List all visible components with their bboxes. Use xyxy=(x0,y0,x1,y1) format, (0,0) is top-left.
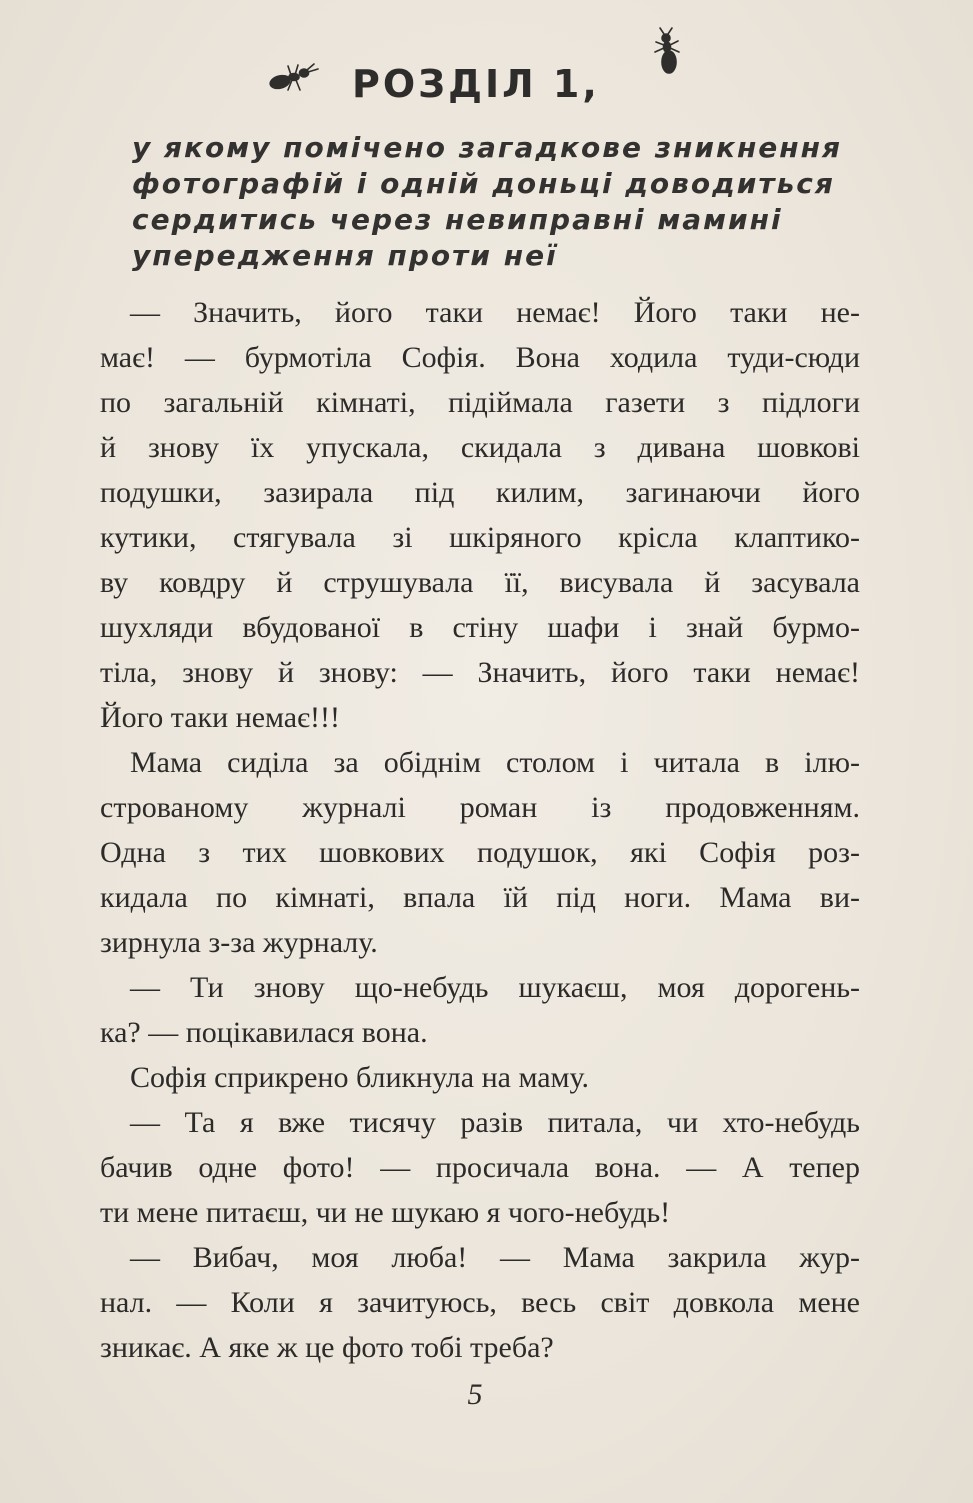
ant-icon xyxy=(266,60,322,96)
body-text xyxy=(100,290,860,1370)
text-line: й знову їх упускала, скидала з дивана шовкові xyxy=(100,431,860,464)
text-line: Одна з тих шовкових подушок, які Софія роз- xyxy=(100,836,860,869)
text-line: кутики, стягувала зі шкіряного крісла клаптико- xyxy=(100,521,860,554)
text-line: — Значить, його таки немає! Його таки не- xyxy=(130,296,860,329)
subtitle-line: сердитись через невиправні мамині xyxy=(132,203,783,236)
text-line: шухляди вбудованої в стіну шафи і знай бурмо- xyxy=(100,611,860,644)
text-line: подушки, зазирала під килим, загинаючи його xyxy=(100,476,860,509)
text-line: Його таки немає!!! xyxy=(100,701,340,734)
text-line: ву ковдру й струшувала її, висувала й засувала xyxy=(100,566,860,599)
text-line: — Ти знову що-небудь шукаєш, моя дорогень- xyxy=(130,971,860,1004)
text-line: Мама сиділа за обіднім столом і читала в ілю- xyxy=(130,746,860,779)
subtitle-line: у якому помічено загадкове зникнення xyxy=(132,131,842,164)
text-line: строваному журналі роман із продовженням. xyxy=(100,791,860,824)
text-line: — Та я вже тисячу разів питала, чи хто-небудь xyxy=(130,1106,860,1139)
chapter-title: РОЗДІЛ 1, xyxy=(352,62,600,106)
text-line: Софія сприкрено бликнула на маму. xyxy=(130,1061,590,1094)
text-line: — Вибач, моя люба! — Мама закрила жур- xyxy=(130,1241,860,1274)
text-line: по загальній кімнаті, підіймала газети з підлоги xyxy=(100,386,860,419)
text-line: бачив одне фото! — просичала вона. — А тепер xyxy=(100,1151,860,1184)
text-line: має! — бурмотіла Софія. Вона ходила туди-сюди xyxy=(100,341,860,374)
chapter-subtitle xyxy=(132,130,862,274)
text-line: тіла, знову й знову: — Значить, його таки немає! xyxy=(100,656,860,689)
text-line: кидала по кімнаті, впала їй під ноги. Мама ви- xyxy=(100,881,860,914)
text-line: ти мене питаєш, чи не шукаю я чого-небудь! xyxy=(100,1196,671,1229)
text-line: ка? — поцікавилася вона. xyxy=(100,1016,428,1049)
text-line: зирнула з-за журналу. xyxy=(100,926,378,959)
page-number: 5 xyxy=(467,1378,483,1411)
text-line: зникає. А яке ж це фото тобі треба? xyxy=(100,1331,554,1364)
text-line: нал. — Коли я зачитуюсь, весь світ довкола мене xyxy=(100,1286,860,1319)
subtitle-line: упередження проти неї xyxy=(132,239,558,272)
subtitle-line: фотографій і одній доньці доводиться xyxy=(132,167,835,200)
